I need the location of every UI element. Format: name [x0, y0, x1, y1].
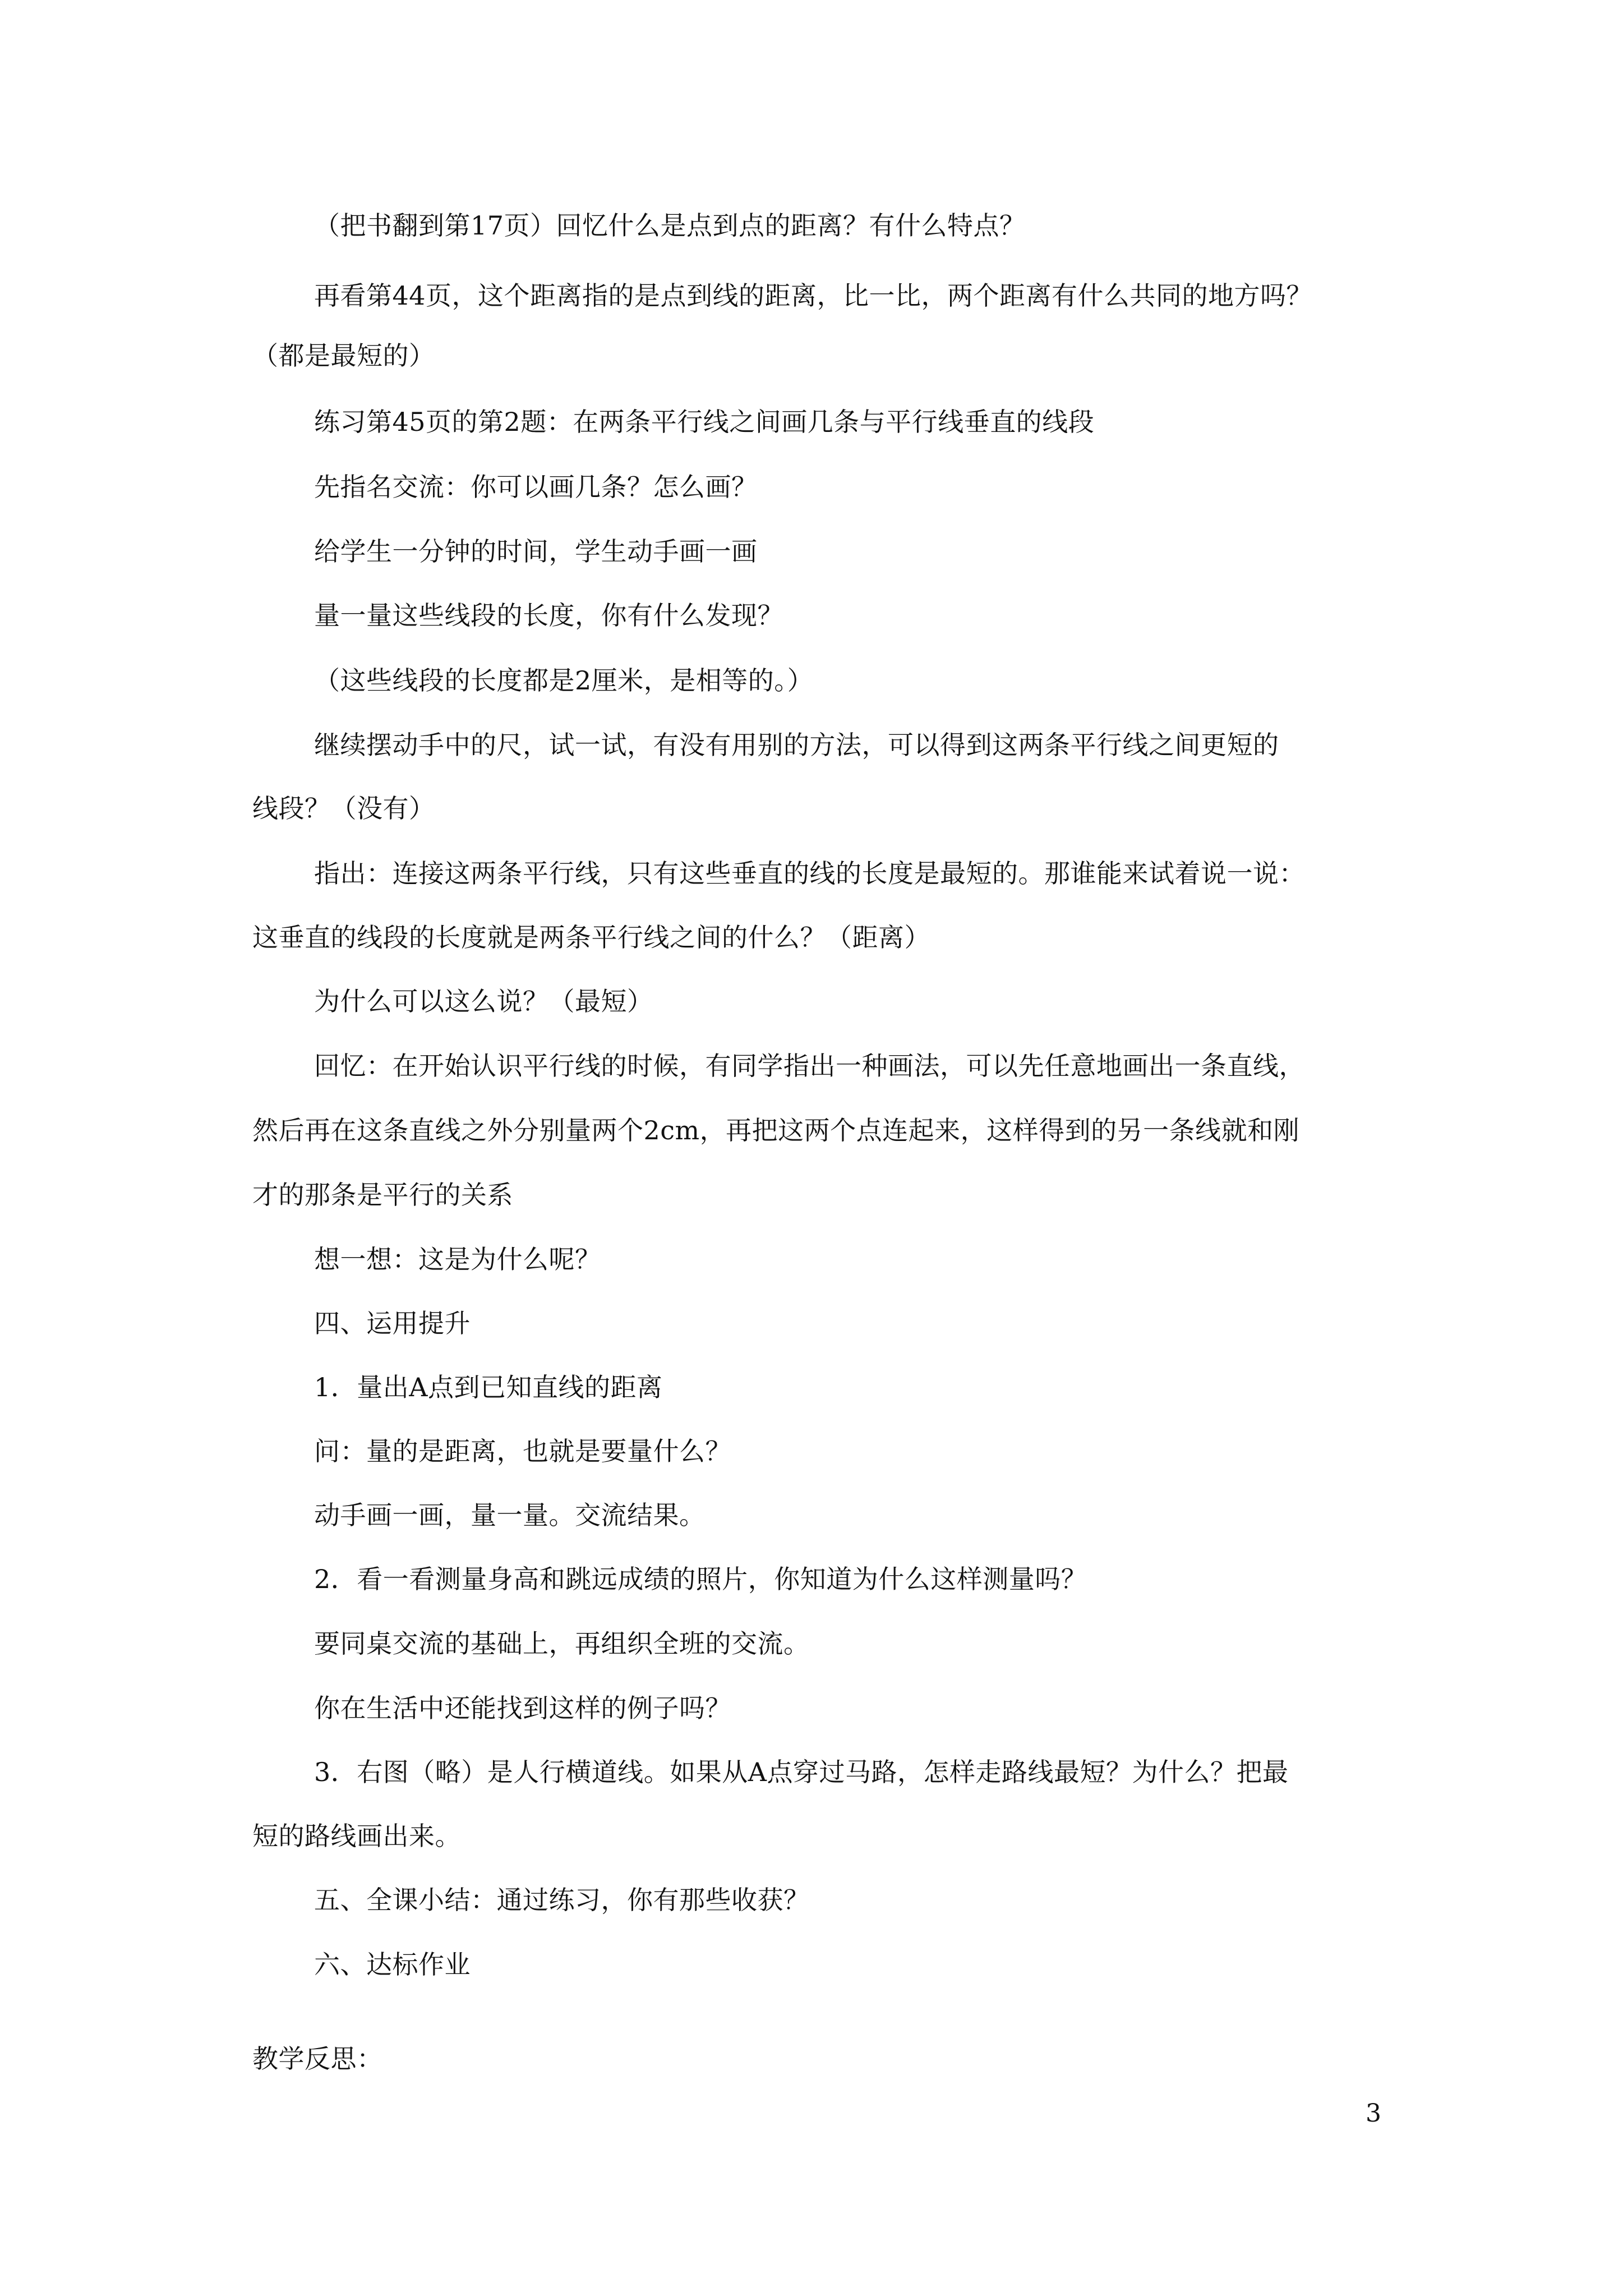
text-line: 才的那条是平行的关系: [252, 1180, 513, 1210]
text-line: 问：量的是距离，也就是要量什么？: [314, 1436, 731, 1466]
text-line: 这垂直的线段的长度就是两条平行线之间的什么？（距离）: [252, 922, 930, 953]
reflection-heading: 教学反思：: [252, 2044, 383, 2074]
text-line: 想一想：这是为什么呢？: [314, 1244, 601, 1274]
text-line: 练习第45页的第2题：在两条平行线之间画几条与平行线垂直的线段: [314, 407, 1095, 437]
text-line: 指出：连接这两条平行线，只有这些垂直的线的长度是最短的。那谁能来试着说一说：: [314, 858, 1305, 889]
text-line: 为什么可以这么说？（最短）: [314, 986, 653, 1016]
section-heading: 六、达标作业: [314, 1949, 471, 1980]
text-line: 给学生一分钟的时间，学生动手画一画: [314, 536, 758, 567]
text-line: （把书翻到第17页）回忆什么是点到点的距离？有什么特点？: [314, 210, 1026, 241]
text-line: 3．右图（略）是人行横道线。如果从A点穿过马路，怎样走路线最短？为什么？把最: [314, 1757, 1289, 1787]
section-heading: 四、运用提升: [314, 1308, 471, 1338]
text-line: （这些线段的长度都是2厘米，是相等的。）: [314, 665, 814, 696]
text-line: 你在生活中还能找到这样的例子吗？: [314, 1693, 731, 1723]
text-line: 线段？（没有）: [252, 793, 435, 823]
text-line: 回忆：在开始认识平行线的时候，有同学指出一种画法，可以先任意地画出一条直线，: [314, 1051, 1305, 1081]
text-line: 短的路线画出来。: [252, 1821, 461, 1851]
text-line: 然后再在这条直线之外分别量两个2cm，再把这两个点连起来，这样得到的另一条线就和刚: [252, 1115, 1300, 1145]
text-line: 再看第44页，这个距离指的是点到线的距离，比一比，两个距离有什么共同的地方吗？: [314, 280, 1313, 311]
text-line: 1．量出A点到已知直线的距离: [314, 1372, 663, 1402]
section-heading: 五、全课小结：通过练习，你有那些收获？: [314, 1885, 810, 1915]
text-line: 动手画一画，量一量。交流结果。: [314, 1500, 706, 1530]
page-number: 3: [1366, 2099, 1381, 2128]
text-line: （都是最短的）: [252, 341, 435, 371]
text-line: 2．看一看测量身高和跳远成绩的照片，你知道为什么这样测量吗？: [314, 1564, 1087, 1594]
text-line: 继续摆动手中的尺，试一试，有没有用别的方法，可以得到这两条平行线之间更短的: [314, 730, 1279, 760]
text-line: 量一量这些线段的长度，你有什么发现？: [314, 600, 783, 631]
text-line: 先指名交流：你可以画几条？怎么画？: [314, 472, 758, 502]
text-line: 要同桌交流的基础上，再组织全班的交流。: [314, 1628, 810, 1659]
